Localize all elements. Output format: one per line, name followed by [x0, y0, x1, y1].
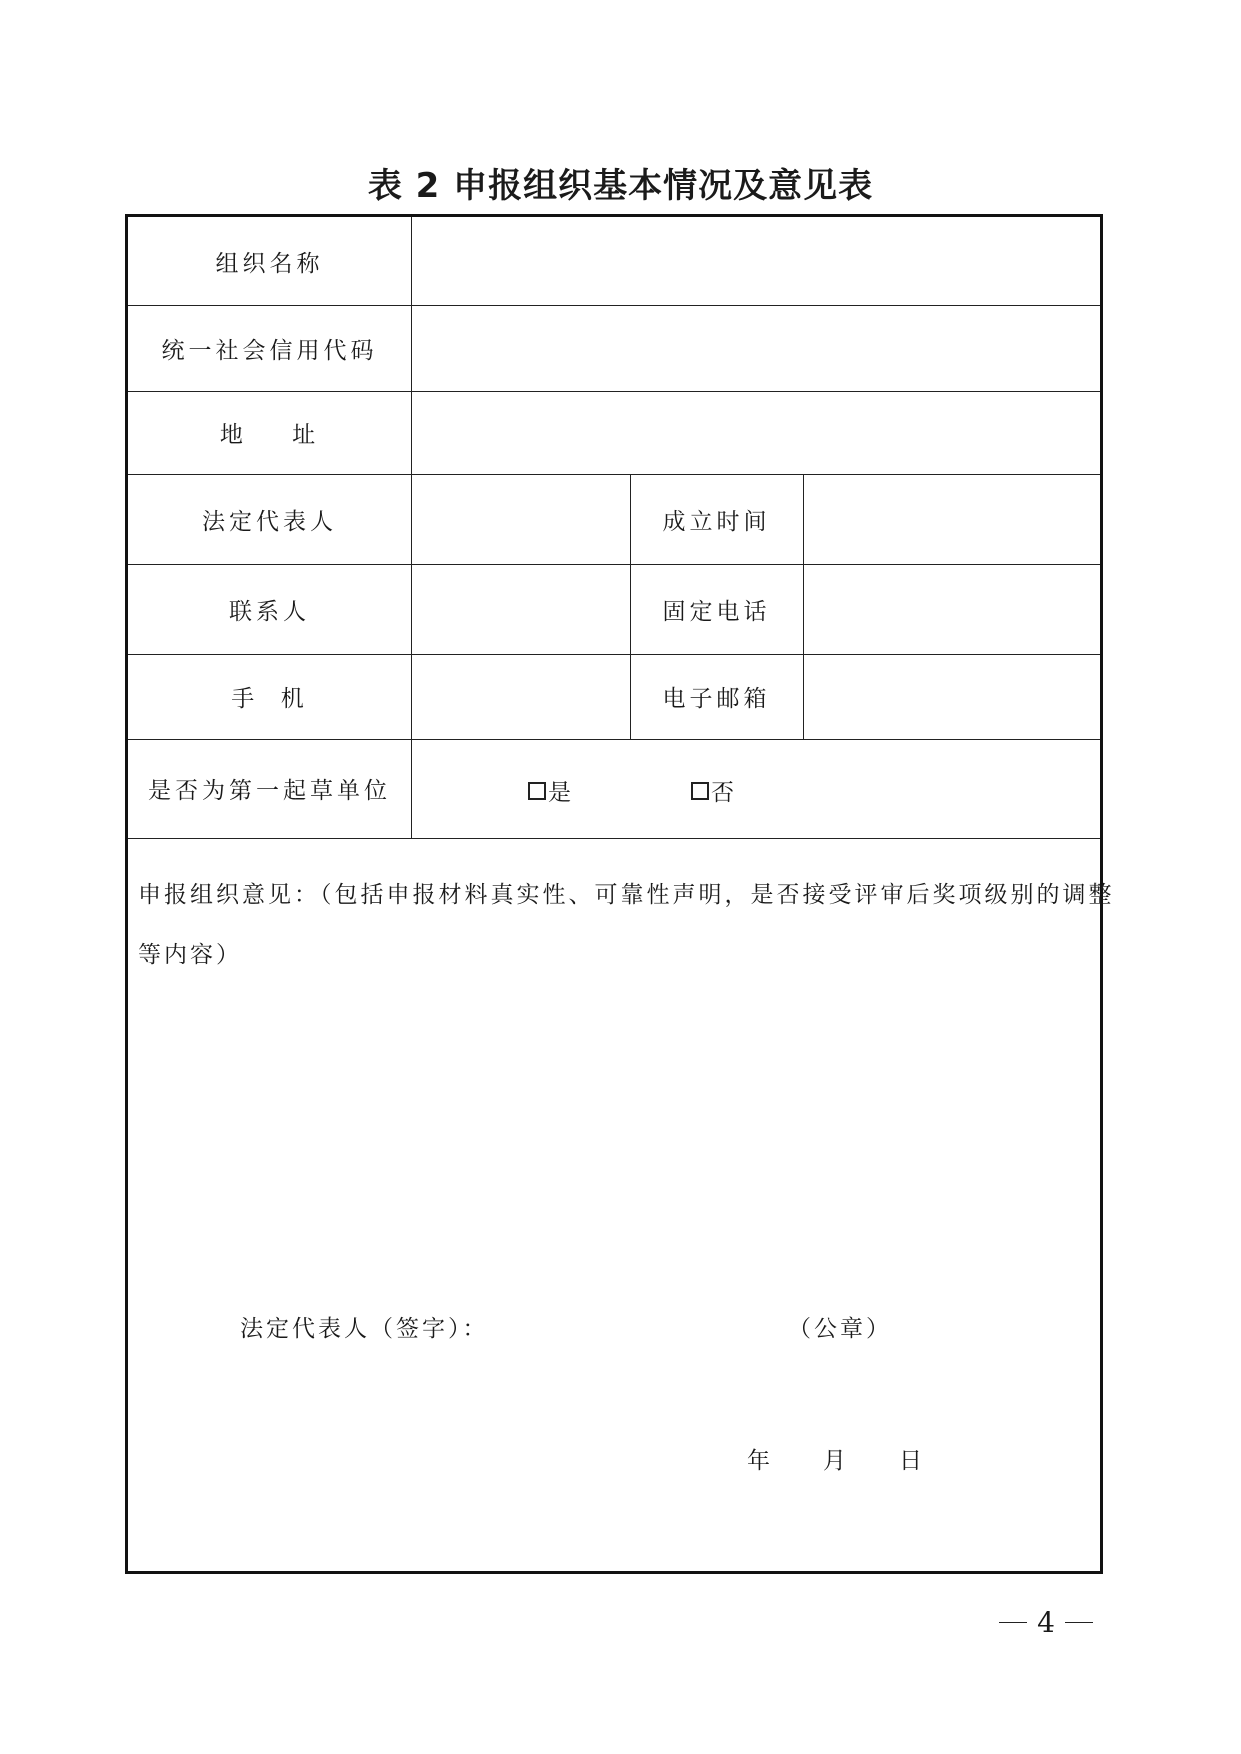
page-title: 表 2 申报组织基本情况及意见表	[367, 166, 874, 206]
dash-decoration	[1065, 1622, 1093, 1623]
signature-label: 法定代表人（签字）：	[240, 1316, 489, 1342]
date-day-label: 日	[899, 1448, 925, 1474]
checkbox-no[interactable]	[691, 774, 734, 807]
column-divider	[803, 474, 804, 739]
email-field[interactable]	[805, 654, 1100, 739]
label-mobile: 手 机	[231, 686, 308, 712]
address-field[interactable]	[413, 391, 1100, 474]
page-number	[989, 1606, 1103, 1639]
credit-code-field[interactable]	[413, 305, 1100, 391]
mobile-field[interactable]	[413, 654, 630, 739]
checkbox-yes[interactable]	[528, 774, 571, 807]
page-number-value: 4	[1037, 1606, 1055, 1639]
label-credit-code: 统一社会信用代码	[161, 337, 378, 364]
contact-field[interactable]	[413, 564, 630, 654]
label-org-name: 组织名称	[215, 250, 324, 277]
checkbox-square-icon	[528, 782, 546, 800]
legal-rep-field[interactable]	[413, 474, 630, 564]
founded-field[interactable]	[805, 474, 1100, 564]
column-divider	[411, 217, 412, 838]
landline-field[interactable]	[805, 564, 1100, 654]
label-email: 电子邮箱	[662, 686, 771, 712]
label-address: 地 址	[219, 422, 320, 448]
label-contact: 联系人	[229, 598, 310, 625]
dash-decoration	[999, 1622, 1027, 1623]
checkbox-yes-label: 是	[548, 780, 571, 806]
opinion-section[interactable]	[138, 865, 1115, 985]
date-month-label: 月	[823, 1448, 849, 1474]
label-landline: 固定电话	[662, 598, 771, 625]
label-founded: 成立时间	[662, 508, 771, 535]
application-form-table	[125, 214, 1115, 1574]
date-year-label: 年	[747, 1448, 773, 1474]
label-legal-rep: 法定代表人	[202, 508, 337, 535]
checkbox-square-icon	[691, 782, 709, 800]
opinion-heading: 申报组织意见：（包括申报材料真实性、可靠性声明，是否接受评审后奖项级别的调整	[138, 882, 1115, 908]
seal-label: （公章）	[788, 1316, 892, 1342]
row-divider	[128, 838, 1100, 839]
opinion-heading-cont: 等内容）	[138, 942, 242, 968]
label-first-drafter: 是否为第一起草单位	[148, 778, 391, 804]
checkbox-no-label: 否	[711, 780, 734, 806]
org-name-field[interactable]	[413, 217, 1100, 305]
